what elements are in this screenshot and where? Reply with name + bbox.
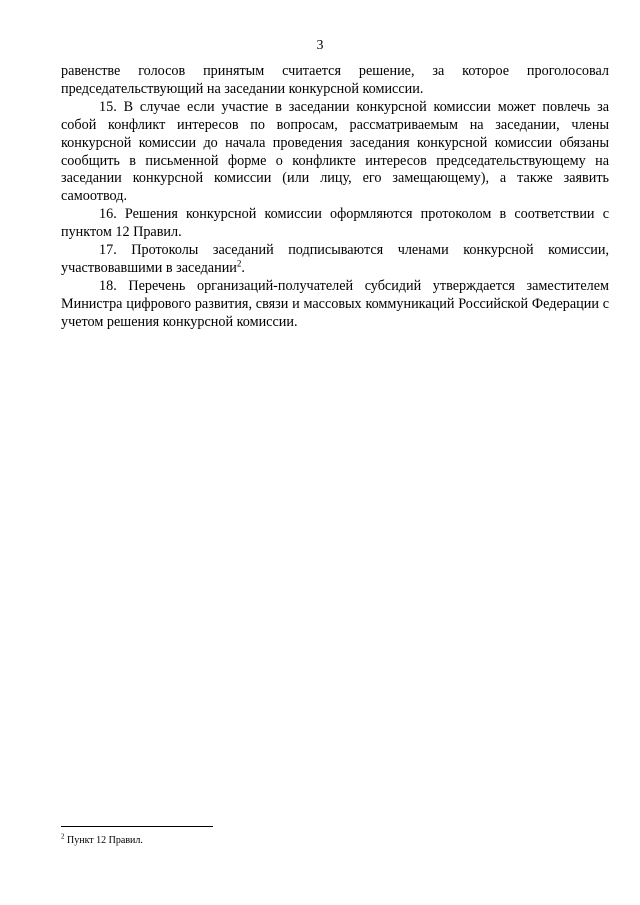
paragraph-17: 17. Протоколы заседаний подписываются членами конкурсной комиссии, участвовавшими в заседании$^2$. xyxy=(61,242,609,276)
paragraph-continuation: равенстве голосов принятым считается решение, за которое проголосовал председательствующий на заседании конкурсной комиссии. xyxy=(61,63,609,97)
footnote-marker: 2 xyxy=(61,832,65,841)
paragraph-15: 15. В случае если участие в заседании конкурсной комиссии может повлечь за собой конфликт интересов по вопросам, рассматриваемым на заседании, члены конкурсной комиссии до начала проведения заседания конкурсной комиссии обязаны сообщить в письменной форме о конфликте интересов председательствующему на заседании конкурсной комиссии (или лицу, его замещающему), а также заявить самоотвод. xyxy=(61,98,609,205)
paragraph-18: 18. Перечень организаций-получателей субсидий утверждается заместителем Министра цифрового развития, связи и массовых коммуникаций Российской Федерации с учетом решения конкурсной комиссии. xyxy=(61,277,609,330)
footnote-reference[interactable]: 2 xyxy=(236,258,242,269)
paragraph-16: 16. Решения конкурсной комиссии оформляются протоколом в соответствии с пунктом 12 Правил. xyxy=(61,206,609,241)
document-body xyxy=(61,63,609,332)
footnote-separator xyxy=(61,826,213,827)
footnote xyxy=(61,832,143,847)
page-number: 3 xyxy=(316,38,324,53)
footnote-text: Пункт 12 Правил. xyxy=(64,835,143,846)
